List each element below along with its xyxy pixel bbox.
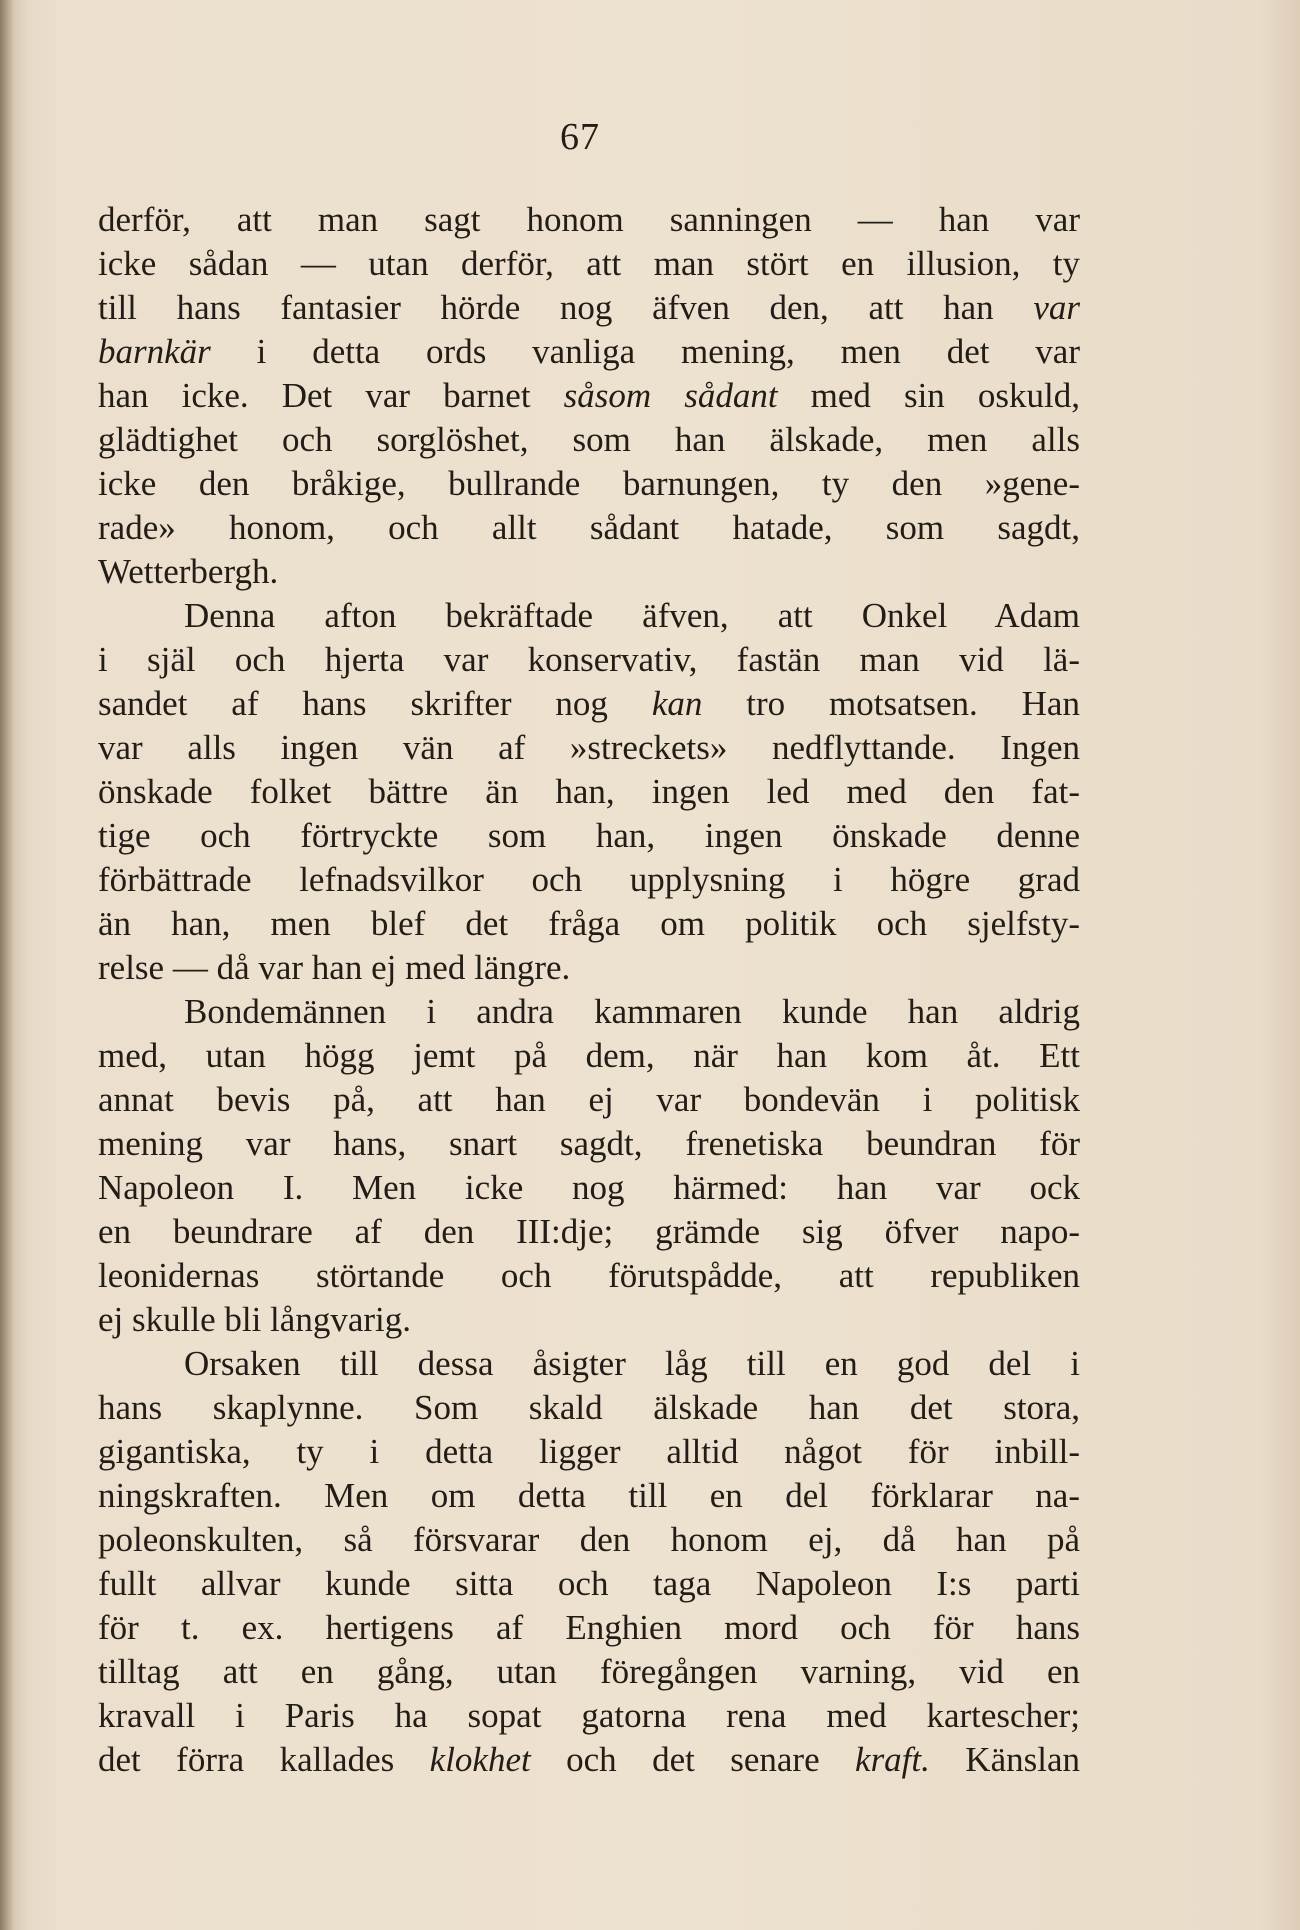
text-line: ningskraften. Men om detta till en del förklarar na- — [98, 1476, 1080, 1515]
text-line: hans skaplynne. Som skald älskade han det stora, — [98, 1388, 1080, 1427]
text-span: med sin oskuld, — [777, 376, 1080, 415]
paragraph-start-line: Denna afton bekräftade äfven, att Onkel Adam — [184, 596, 1080, 635]
text-span: och det senare — [530, 1740, 856, 1779]
text-line: leonidernas störtande och förutspådde, att republiken — [98, 1256, 1080, 1295]
paragraph-end-line: Wetterbergh. — [98, 552, 279, 591]
text-line: mening var hans, snart sagdt, frenetiska beundran för — [98, 1124, 1080, 1163]
text-line: en beundrare af den III:dje; grämde sig öfver napo- — [98, 1212, 1080, 1251]
paragraph-start-line: Orsaken till dessa åsigter låg till en god del i — [184, 1344, 1080, 1383]
text-line — [98, 330, 1080, 374]
text-line: derför, att man sagt honom sanningen — han var — [98, 200, 1080, 239]
italic-span: var — [1033, 288, 1080, 327]
text-line — [98, 1738, 1080, 1782]
text-line: fullt allvar kunde sitta och taga Napoleon I:s parti — [98, 1564, 1080, 1603]
text-line: gigantiska, ty i detta ligger alltid något för inbill- — [98, 1432, 1080, 1471]
page-gutter-shadow — [0, 0, 14, 1930]
page-number: 67 — [560, 116, 600, 158]
text-line: förbättrade lefnadsvilkor och upplysning i högre grad — [98, 860, 1080, 899]
italic-span: såsom sådant — [563, 376, 778, 415]
text-line — [98, 682, 1080, 726]
text-line: icke sådan — utan derför, att man stört en illusion, ty — [98, 244, 1080, 283]
text-line: Napoleon I. Men icke nog härmed: han var ock — [98, 1168, 1080, 1207]
text-line: glädtighet och sorglöshet, som han älskade, men alls — [98, 420, 1080, 459]
paragraph-start-line: Bondemännen i andra kammaren kunde han aldrig — [184, 992, 1080, 1031]
paragraph-end-line: ej skulle bli långvarig. — [98, 1300, 411, 1339]
text-line: var alls ingen vän af »streckets» nedflyttande. Ingen — [98, 728, 1080, 767]
text-line — [98, 374, 1080, 418]
italic-span: barnkär — [98, 332, 211, 371]
text-span: det förra kallades — [98, 1740, 430, 1779]
text-line: tilltag att en gång, utan föregången varning, vid en — [98, 1652, 1080, 1691]
paragraph-end-line: relse — då var han ej med längre. — [98, 948, 571, 987]
text-line: poleonskulten, så försvarar den honom ej, då han på — [98, 1520, 1080, 1559]
text-line: önskade folket bättre än han, ingen led med den fat- — [98, 772, 1080, 811]
text-line: annat bevis på, att han ej var bondevän i politisk — [98, 1080, 1080, 1119]
text-line: tige och förtryckte som han, ingen önskade denne — [98, 816, 1080, 855]
italic-span: kraft. — [855, 1740, 930, 1779]
text-span: han icke. Det var barnet — [98, 376, 564, 415]
text-line: med, utan högg jemt på dem, när han kom åt. Ett — [98, 1036, 1080, 1075]
text-span: sandet af hans skrifter nog — [98, 684, 652, 723]
text-line: i själ och hjerta var konservativ, fastän man vid lä- — [98, 640, 1080, 679]
text-span: Känslan — [929, 1740, 1080, 1779]
text-line: icke den bråkige, bullrande barnungen, ty den »gene- — [98, 464, 1080, 503]
body-text — [98, 198, 1080, 1782]
text-line: kravall i Paris ha sopat gatorna rena med kartescher; — [98, 1696, 1080, 1735]
text-span: till hans fantasier hörde nog äfven den, att han — [98, 288, 1034, 327]
italic-span: klokhet — [429, 1740, 531, 1779]
text-span: i detta ords vanliga mening, men det var — [210, 332, 1080, 371]
text-line: än han, men blef det fråga om politik och sjelfsty- — [98, 904, 1080, 943]
text-line: rade» honom, och allt sådant hatade, som sagdt, — [98, 508, 1080, 547]
text-line — [98, 286, 1080, 330]
text-span: tro motsatsen. Han — [702, 684, 1080, 723]
text-line: för t. ex. hertigens af Enghien mord och för hans — [98, 1608, 1080, 1647]
italic-span: kan — [651, 684, 703, 723]
